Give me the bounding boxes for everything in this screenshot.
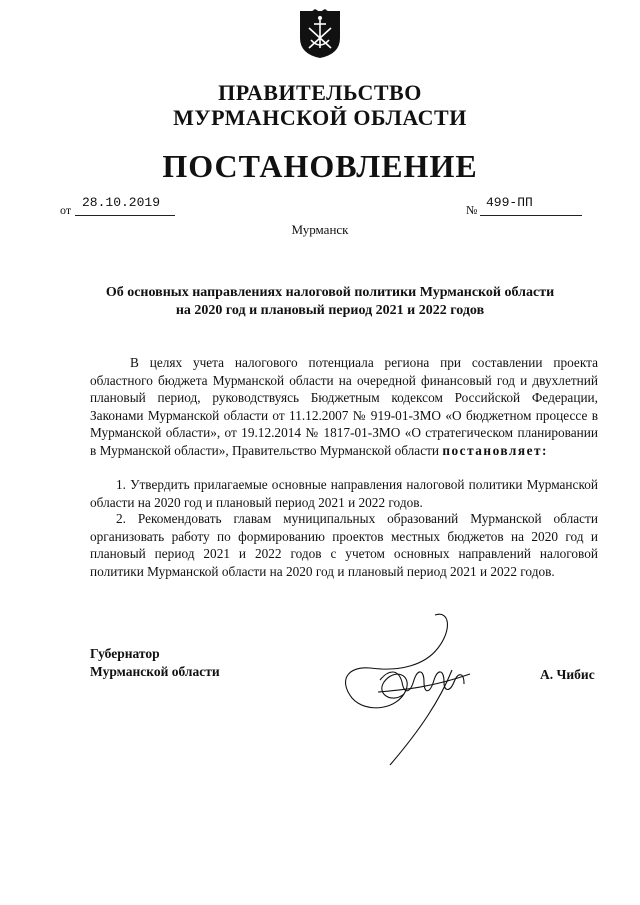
org-name-line1: ПРАВИТЕЛЬСТВО bbox=[218, 80, 422, 105]
coat-of-arms-emblem bbox=[297, 8, 343, 60]
document-type: ПОСТАНОВЛЕНИЕ bbox=[162, 148, 478, 184]
signatory-position-line2: Мурманской области bbox=[90, 664, 220, 679]
date-label: от bbox=[60, 203, 72, 217]
number-value: 499-ПП bbox=[486, 195, 533, 210]
document-title-line2: на 2020 год и плановый период 2021 и 2022 годов bbox=[175, 303, 485, 318]
city: Мурманск bbox=[291, 222, 349, 237]
handwritten-signature bbox=[340, 610, 480, 770]
clause-2: 2. Рекомендовать главам муниципальных образований Мурманской области организовать работу по формированию проектов местных бюджетов на 2020 год и плановый период 2021 и 2022 годов с учетом основных направлений налоговой политики Мурманской области на 2020 год и плановый период 2021 и 2022 годов. bbox=[90, 511, 598, 579]
org-name-line2: МУРМАНСКОЙ ОБЛАСТИ bbox=[173, 105, 467, 130]
preamble-paragraph bbox=[90, 354, 598, 460]
clause-1: 1. Утвердить прилагаемые основные направления налоговой политики Мурманской области на 2020 год и плановый период 2021 и 2022 годов. bbox=[90, 477, 598, 510]
date-underline bbox=[75, 215, 175, 216]
document-title-line1: Об основных направлениях налоговой политики Мурманской области bbox=[105, 285, 555, 300]
number-underline bbox=[480, 215, 582, 216]
signatory-position-line1: Губернатор bbox=[90, 646, 160, 661]
signatory-name: А. Чибис bbox=[540, 667, 595, 682]
preamble-text: В целях учета налогового потенциала региона при составлении проекта областного бюджета Мурманской области на очередной финансовый год и двухлетний плановый период, руководствуясь Бюджетным кодексом Российской Федерации, Законами Мурманской области от 11.12.2007 № 919-01-ЗМО «О бюджетном процессе в Мурманской области», от 19.12.2014 № 1817-01-ЗМО «О стратегическом планировании в Мурманской области», Правительство Мурманской области bbox=[90, 355, 598, 458]
signatory-position bbox=[90, 645, 220, 681]
resolves-keyword: постановляет: bbox=[442, 442, 548, 458]
number-label: № bbox=[466, 203, 478, 217]
date-value: 28.10.2019 bbox=[82, 195, 161, 210]
